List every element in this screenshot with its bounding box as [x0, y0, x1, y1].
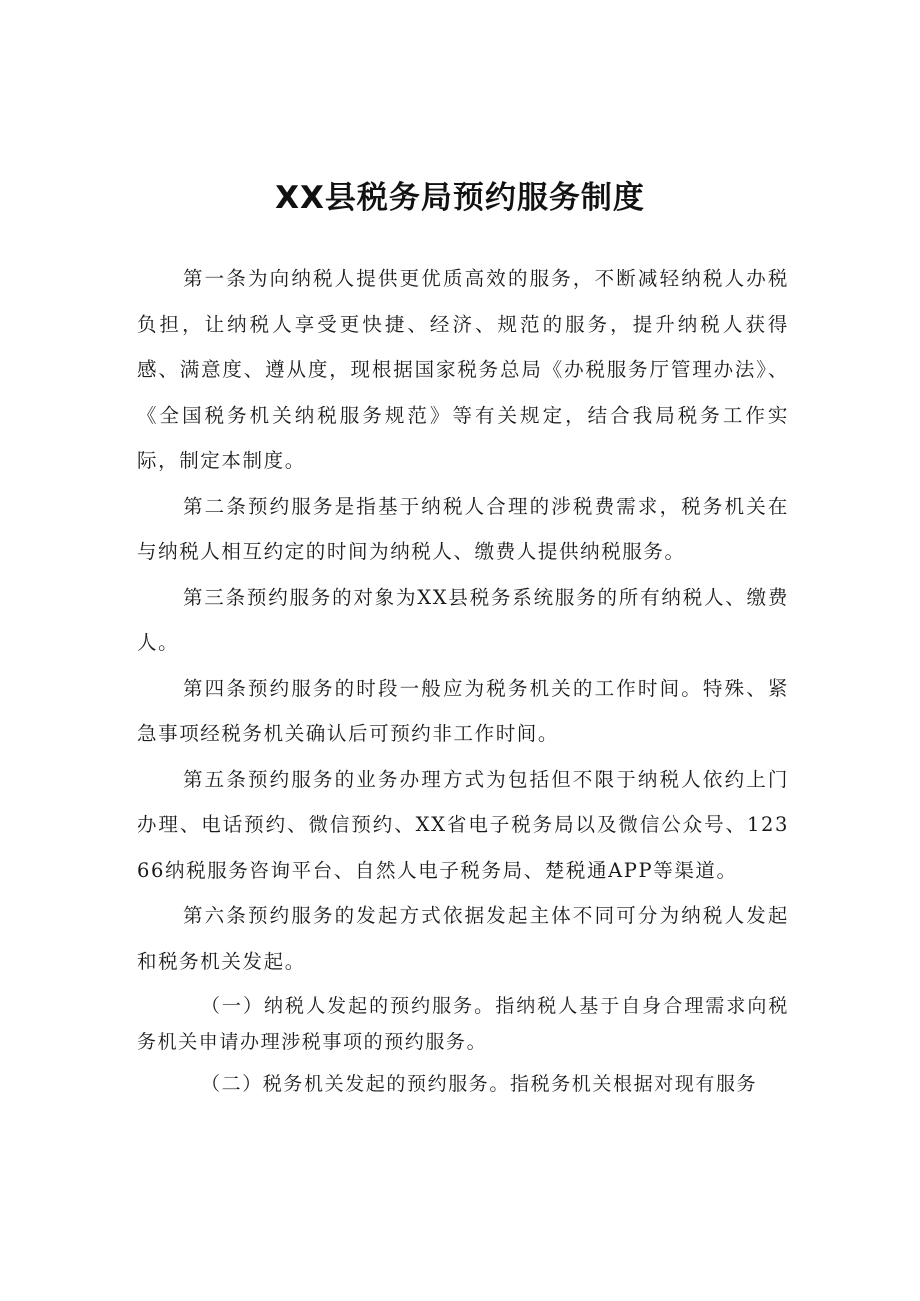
article-6-item-2: （二）税务机关发起的预约服务。指税务机关根据对现有服务 [201, 1073, 758, 1095]
article-3: 第三条预约服务的对象为XX县税务系统服务的所有纳税人、缴费人。 [137, 585, 789, 654]
document-title: XX县税务局预约服务制度 [275, 180, 645, 216]
article-4: 第四条预约服务的时段一般应为税务机关的工作时间。特殊、紧急事项经税务机关确认后可预约非工作时间。 [137, 676, 789, 745]
article-2: 第二条预约服务是指基于纳税人合理的涉税费需求，税务机关在与纳税人相互约定的时间为纳税人、缴费人提供纳税服务。 [137, 494, 789, 563]
article-1: 第一条为向纳税人提供更优质高效的服务，不断减轻纳税人办税负担，让纳税人享受更快捷、经济、规范的服务，提升纳税人获得感、满意度、遵从度，现根据国家税务总局《办税服务厅管理办法》、《全国税务机关纳税服务规范》等有关规定，结合我局税务工作实际，制定本制度。 [137, 267, 789, 472]
document-body [137, 256, 789, 1102]
article-5: 第五条预约服务的业务办理方式为包括但不限于纳税人依约上门办理、电话预约、微信预约、XX省电子税务局以及微信公众号、12366纳税服务咨询平台、自然人电子税务局、楚税通APP等渠道。 [137, 767, 789, 882]
article-6: 第六条预约服务的发起方式依据发起主体不同可分为纳税人发起和税务机关发起。 [137, 904, 789, 973]
article-6-item-1: （一）纳税人发起的预约服务。指纳税人基于自身合理需求向税务机关申请办理涉税事项的预约服务。 [137, 995, 789, 1053]
